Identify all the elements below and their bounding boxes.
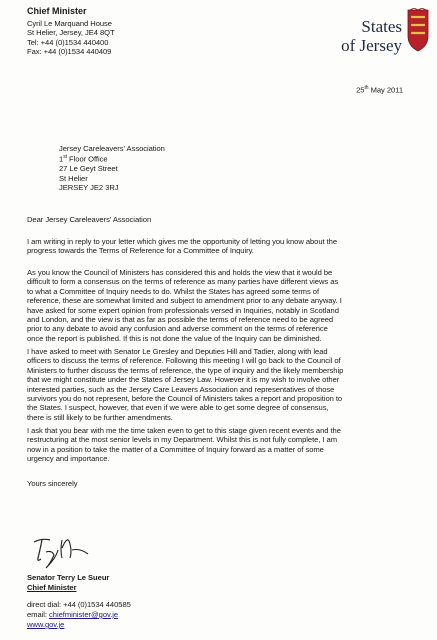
recipient-line: Jersey Careleavers' Association — [59, 144, 165, 153]
paragraph-line: prior to any debate to avoid any confusion and adverse comment on the terms of reference — [27, 324, 328, 334]
recipient-address — [59, 144, 165, 193]
paragraph-line: difficult to form a consensus on the terms of reference as many parties have different views as — [27, 277, 339, 287]
states-of-jersey-logo — [300, 4, 432, 68]
closing: Yours sincerely — [27, 479, 78, 488]
paragraph-line: I have asked to meet with Senator Le Gresley and Deputies Hill and Tadier, along with lead — [27, 347, 328, 356]
date-day: 25 — [356, 85, 365, 95]
paragraph-line: survivors you do not represent, before the Council of Ministers takes a report and proposition to — [27, 394, 343, 404]
sender-address — [27, 19, 115, 57]
paragraph-line: urgency and importance. — [27, 454, 110, 464]
dial-value: +44 (0)1534 440585 — [63, 600, 131, 609]
date-suffix: th — [364, 85, 369, 91]
paragraph-line: I ask that you bear with me the time taken even to get to this stage given recent events and the — [27, 426, 341, 435]
paragraph-3 — [27, 347, 419, 422]
paragraph-line: that we might constitute under the States of Jersey Law. However it is my wish to involve other — [27, 375, 340, 385]
paragraph-line: interested parties, such as the Jersey Care Leavers Association and representatives of those — [27, 384, 335, 394]
paragraph-line: officers to discuss the terms of reference. Following this meeting I will go back to the Council of — [27, 356, 341, 366]
recipient-line: St Helier — [59, 173, 88, 183]
email-link[interactable]: chiefminister@gov.je — [49, 610, 119, 619]
paragraph-line: Ministers to further discuss the terms of reference, the type of inquiry and the likely membership — [27, 365, 344, 375]
paragraph-line: the States. I suspect, however, that even if we were able to get some degree of consensus, — [27, 403, 329, 413]
email-label: email: — [27, 610, 50, 619]
sender-address-line: Cyril Le Marquand House — [27, 19, 112, 28]
salutation: Dear Jersey Careleavers' Association — [27, 215, 152, 224]
paragraph-line: once the report is published. If this is not done the value of the Inquiry can be diminished. — [27, 333, 322, 343]
date-rest: May 2011 — [368, 85, 403, 95]
contact-email — [27, 610, 118, 619]
floor-rest: Floor Office — [66, 154, 108, 164]
sender-address-line: Tel: +44 (0)1534 440400 — [27, 37, 109, 47]
logo-line-1: States — [361, 17, 402, 36]
paragraph-line: to what a Committee of Inquiry needs to do. Whilst the States has agreed some terms of — [27, 286, 320, 296]
paragraph-line: As you know the Council of Ministers has considered this and holds the view that it would be — [27, 268, 333, 277]
logo-line-2: of Jersey — [341, 36, 402, 55]
contact-dial — [27, 600, 131, 609]
jersey-crest-icon — [406, 8, 430, 52]
signatory-role: Chief Minister — [27, 583, 77, 592]
recipient-line: 27 Le Geyt Street — [59, 164, 118, 174]
paragraph-line: I am writing in reply to your letter which gives me the opportunity of letting you know about the — [27, 237, 338, 246]
sender-title: Chief Minister — [27, 6, 87, 16]
recipient-line: JERSEY JE2 3RJ — [59, 183, 119, 193]
sender-address-line: Fax: +44 (0)1534 440409 — [27, 47, 112, 57]
paragraph-line: there is still likely to be further amendments. — [27, 412, 173, 422]
paragraph-line: restructuring at the most senior levels in my Department. Whilst this is not fully complete, I am — [27, 435, 337, 445]
paragraph-line: reference, these are somewhat limited and subject to amendment prior to any debate anyway. I — [27, 296, 342, 306]
recipient-line — [59, 153, 165, 164]
sender-address-line: St Helier, Jersey, JE4 8QT — [27, 28, 115, 38]
paragraph-line: now in a position to take the matter of a Committee of Inquiry forward as a matter of some — [27, 444, 324, 454]
letter-date — [356, 84, 403, 95]
contact-web — [27, 620, 64, 629]
paragraph-line: have asked for some expert opinion from professionals versed in Inquiries, notably in Scotland — [27, 305, 339, 315]
floor-suffix: st — [63, 154, 67, 161]
paragraph-4 — [27, 426, 419, 464]
handwritten-signature — [28, 528, 98, 570]
paragraph-1 — [27, 237, 419, 256]
paragraph-line: and London, and the view is that as far as possible the terms of reference need to be agreed — [27, 315, 334, 325]
website-link[interactable]: www.gov.je — [27, 620, 65, 629]
paragraph-2 — [27, 268, 419, 343]
floor-number: 1 — [59, 154, 64, 164]
dial-label: direct dial: — [27, 600, 64, 609]
signatory-name: Senator Terry Le Sueur — [27, 573, 110, 582]
paragraph-line: progress towards the Terms of Reference for a Committee of Inquiry. — [27, 246, 254, 256]
